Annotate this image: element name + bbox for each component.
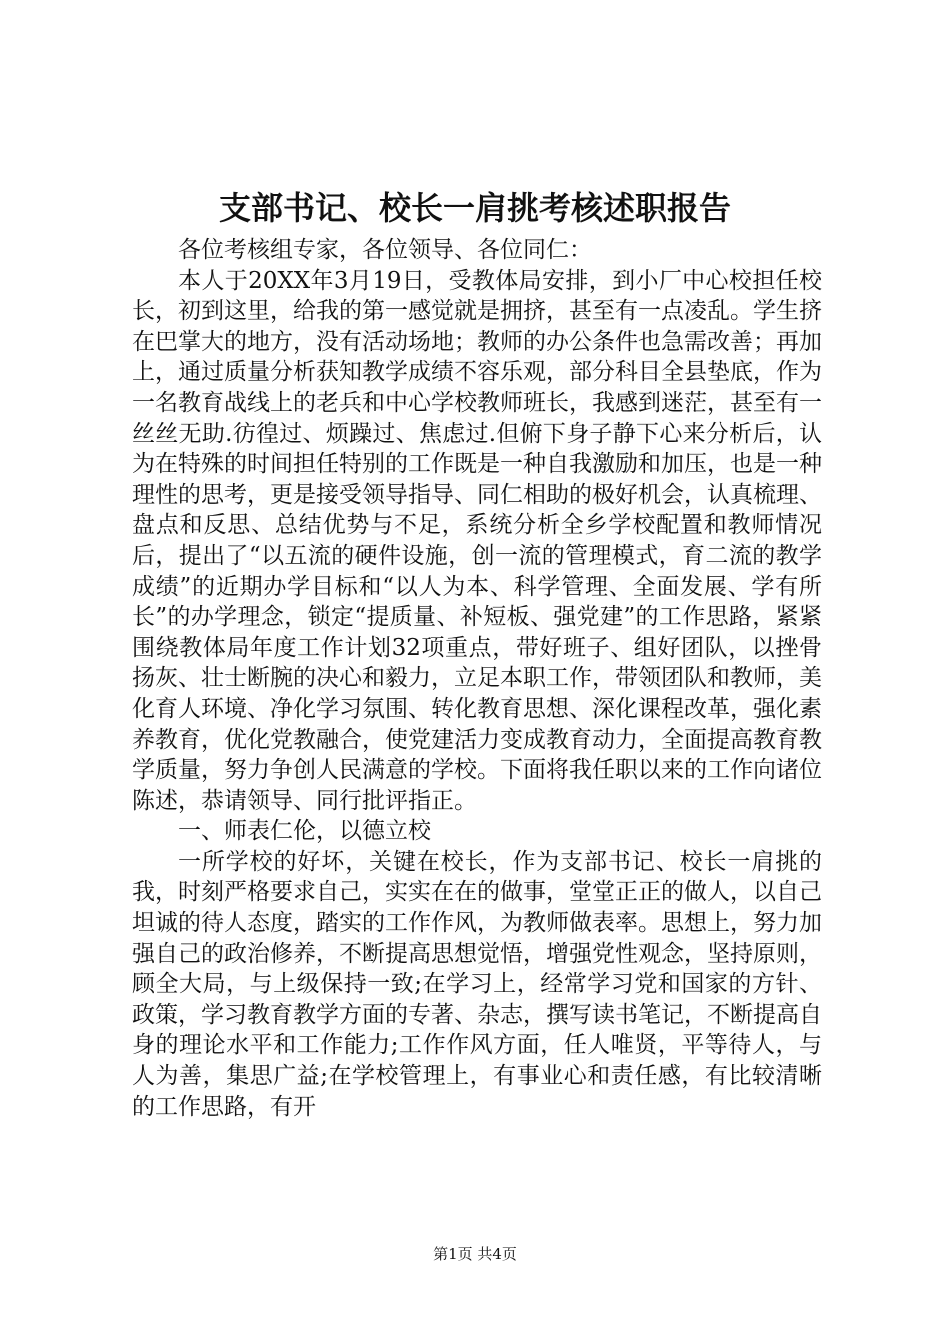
section-heading-1: 一、师表仁伦，以德立校 (178, 818, 431, 845)
paragraph-section-1: 一所学校的好坏，关键在校长，作为支部书记、校长一肩挑的我，时刻严格要求自己，实实在在的做事，堂堂正正的做人，以自己坦诚的待人态度，踏实的工作作风，为教师做表率。思想上，努力加强自己的政治修养，不断提高思想觉悟，增强党性观念，坚持原则，顾全大局，与上级保持一致;在学习上，经常学习党和国家的方针、政策，学习教育教学方面的专著、杂志，撰写读书笔记，不断提高自身的理论水平和工作能力;工作作风方面，任人唯贤，平等待人，与人为善，集思广益;在学校管理上，有事业心和责任感，有比较清晰的工作思路，有开 (132, 848, 822, 1120)
document-title: 支部书记、校长一肩挑考核述职报告 (218, 189, 731, 227)
paragraph-intro: 本人于20XX年3月19日，受教体局安排，到小厂中心校担任校长，初到这里，给我的第一感觉就是拥挤，甚至有一点凌乱。学生挤在巴掌大的地方，没有活动场地；教师的办公条件也急需改善；再加上，通过质量分析获知教学成绩不容乐观，部分科目全县垫底，作为一名教育战线上的老兵和中心学校教师班长，我感到迷茫，甚至有一丝丝无助.彷徨过、烦躁过、焦虑过.但俯下身子静下心来分析后，认为在特殊的时间担任特别的工作既是一种自我激励和加压，也是一种理性的思考，更是接受领导指导、同仁相助的极好机会，认真梳理、盘点和反思、总结优势与不足，系统分析全乡学校配置和教师情况后，提出了“以五流的硬件设施，创一流的管理模式，育二流的教学成绩”的近期办学目标和“以人为本、科学管理、全面发展、学有所长”的办学理念，锁定“提质量、补短板、强党建”的工作思路，紧紧围绕教体局年度工作计划32项重点，带好班子、组好团队，以挫骨扬灰、壮士断腕的决心和毅力，立足本职工作，带领团队和教师，美化育人环境、净化学习氛围、转化教育思想、深化课程改革，强化素养教育，优化党教融合，使党建活力变成教育动力，全面提高教育教学质量，努力争创人民满意的学校。下面将我任职以来的工作向诸位陈述，恭请领导、同行批评指正。 (132, 267, 822, 814)
document-body (132, 235, 822, 1122)
page-footer: 第1页 共4页 (433, 1245, 517, 1263)
salutation: 各位考核组专家，各位领导、各位同仁： (178, 237, 592, 263)
